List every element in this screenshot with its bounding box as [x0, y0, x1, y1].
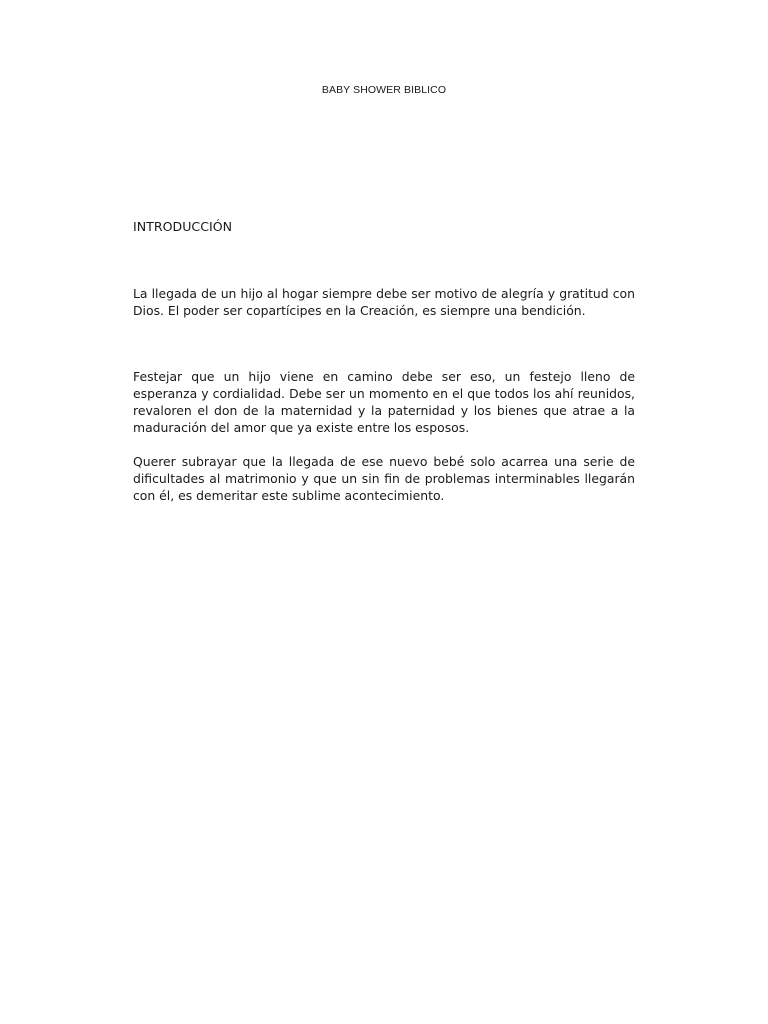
- paragraph-2: Festejar que un hijo viene en camino debe ser eso, un festejo lleno de esperanza y cordialidad. Debe ser un momento en el que todos los ahí reunidos, revaloren el don de la maternidad y la paternidad y los bienes que atrae a la maduración del amor que ya existe entre los esposos.: [133, 369, 635, 435]
- document-title: BABY SHOWER BIBLICO: [321, 84, 447, 96]
- paragraph-3: Querer subrayar que la llegada de ese nuevo bebé solo acarrea una serie de dificultades al matrimonio y que un sin fin de problemas interminables llegarán con él, es demeritar este sublime acontecimiento.: [133, 454, 635, 503]
- section-heading: INTRODUCCIÓN: [133, 219, 233, 234]
- paragraph-1: La llegada de un hijo al hogar siempre debe ser motivo de alegría y gratitud con Dios. El poder ser copartícipes en la Creación, es siempre una bendición.: [133, 286, 635, 318]
